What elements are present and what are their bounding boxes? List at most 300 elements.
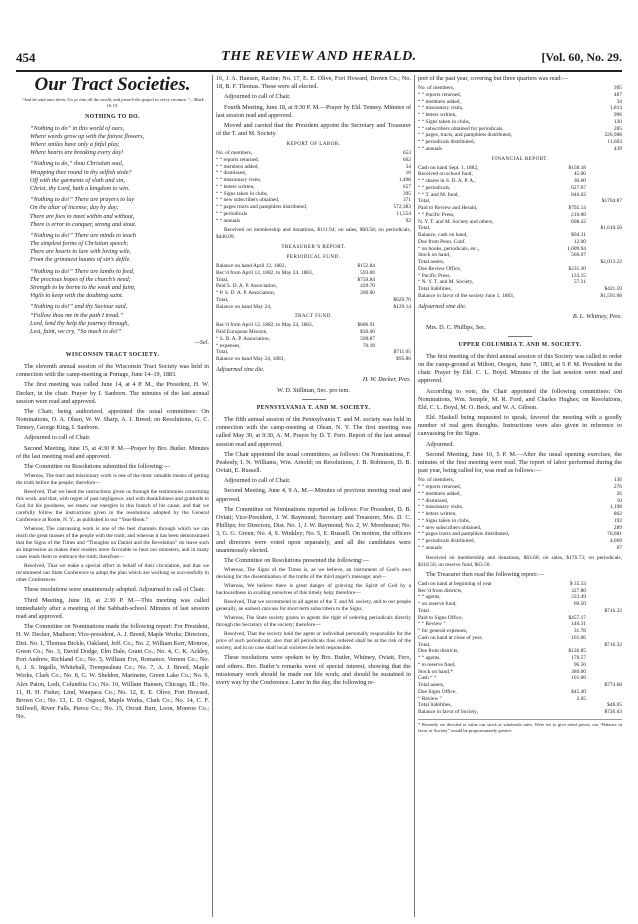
row-label: Total <box>418 607 429 614</box>
table-row <box>216 290 411 297</box>
table-row <box>418 119 622 126</box>
row-value: $ 35.33 <box>569 580 586 587</box>
table-row <box>216 297 411 304</box>
row-value: 12.00 <box>573 238 586 245</box>
row-label: “ Pacific Press, <box>418 272 451 279</box>
row-value <box>375 322 411 329</box>
row-label: “ “ shares in S. D. A. P. A., <box>418 178 476 185</box>
row-value: 136 <box>613 477 622 484</box>
row-value: 200.00 <box>360 290 375 297</box>
row-value: 487 <box>613 91 622 98</box>
row-value: $1,591.68 <box>600 292 622 299</box>
resolution: Whereas, We believe there is great danger of grieving the Spirit of God by a backwardness in availing ourselves of this timely help; therefore— <box>216 583 411 597</box>
column-1 <box>16 75 209 919</box>
row-label: “ “ Signs taken in clubs, <box>418 118 471 125</box>
divider <box>508 336 532 337</box>
row-value: $95.86 <box>396 356 411 363</box>
row-label: Total, <box>216 276 229 283</box>
poem-line: Where hearts are breaking every day! <box>30 149 124 157</box>
row-value <box>586 628 622 635</box>
row-value: $94.31 <box>571 232 586 239</box>
paragraph: Received on membership and donations, $111.94; on sales, $60.58; on periodicals, $446.09. <box>216 227 411 241</box>
divider <box>302 399 326 400</box>
paragraph: The Treasurer then read the following report:— <box>426 570 544 578</box>
table-row <box>418 682 622 689</box>
poem-line: Wrapping thee round in thy selfish stole? <box>30 168 132 176</box>
row-label: “ Review ” <box>418 695 442 702</box>
row-label: “ “ agents, <box>418 655 441 662</box>
row-value: 593.00 <box>360 269 375 276</box>
paragraph: The Committee on Nominations reported as follows: For President, D. B. Oviatt; Vice-President, J. W. Raymond; Secretary and Treasurer, Mrs. D. C. Phillips; for Directors, Dist. No. 1, J. W. Raymond; No. 2, W. Morehouse; No. 3, G. G. Green; No. 4, S. Winkley; No. 5, E. Russell. On motion, the officers and directors were voted upon separately, and all the candidates were unanimously elected. <box>216 505 411 554</box>
row-label: Cash on hand Sept. 1, 1882, <box>418 164 479 171</box>
row-value: $716.32 <box>604 607 622 614</box>
row-label: Rec’d from April 12, 1882, to May 24, 1883, <box>216 322 314 329</box>
poem-stanza <box>30 232 209 265</box>
poem-line: “Nothing to do!” There are lambs to feed, <box>30 267 135 275</box>
table-row <box>418 212 622 219</box>
paragraph: Adjourned to call of Chair. <box>224 93 291 101</box>
row-value: $1,610.56 <box>600 225 622 232</box>
row-value: 1,009.94 <box>567 245 586 252</box>
table-row <box>216 270 411 277</box>
row-label: “ “ periodicals distributed, <box>418 538 475 545</box>
row-label: Due Signs Office, <box>418 688 457 695</box>
paragraph: port of the past year, covering but three quarters was read:— <box>418 75 569 82</box>
row-value: 101.06 <box>571 675 586 682</box>
table-row <box>418 538 622 545</box>
row-value <box>586 581 622 588</box>
row-label: “ “ reports returned, <box>216 156 260 163</box>
row-value: 120 <box>613 118 622 125</box>
table-row <box>216 150 411 157</box>
row-label: Received on school fund, <box>418 171 473 178</box>
row-value <box>554 259 586 266</box>
row-value: $158.18 <box>568 164 586 171</box>
table-row <box>418 192 622 199</box>
tract-fund-heading: TRACT FUND. <box>294 313 333 320</box>
table-row <box>216 329 411 336</box>
row-label: Total, <box>418 225 431 232</box>
row-value <box>586 165 622 172</box>
poem-stanza <box>30 125 209 158</box>
table-row <box>418 588 622 595</box>
row-label: “ “ agents, <box>418 594 441 601</box>
row-label: “ “ periodicals distributed, <box>418 139 475 146</box>
table-row <box>418 655 622 662</box>
table-row <box>418 293 622 300</box>
row-value: 210.00 <box>571 211 586 218</box>
row-value: 30.00 <box>573 178 586 185</box>
row-label: “ “ periodicals, <box>418 184 451 191</box>
table-row <box>418 252 622 259</box>
financial-table <box>418 165 622 300</box>
row-label: “ “ members added, <box>418 490 461 497</box>
row-value: 2.65 <box>576 695 586 702</box>
row-value <box>375 290 411 297</box>
row-label: Balance in favor of Society, <box>418 709 478 716</box>
poem-line: “Nothing to do!” and thy Saviour said, <box>30 303 128 311</box>
row-value <box>548 608 586 615</box>
footnote: * Recently we decided to value our stock at wholesale rates. Were we to give retail prices, our “Balance in favor of Society” would be proportionately greater. <box>418 719 622 734</box>
adjourned-line: Adjourned sine die. <box>216 365 265 373</box>
masthead: THE REVIEW AND HERALD. <box>221 49 417 64</box>
row-label: “ on reserve fund, <box>418 601 457 608</box>
row-label: “ “ pages tracts and pamphlets distributed, <box>216 204 308 211</box>
section-heading-pennsylvania: PENNSYLVANIA T. AND M. SOCIETY. <box>256 405 371 412</box>
paragraph: These resolutions were spoken to by Bro. Butler, Whitney, Oviatt, Fero, and others. Bro. Butler’s remarks were of special interest, showing that the missionary work should be made our life work; and should be sustained in every way by the Conference. Later in the day, the following re- <box>216 654 411 686</box>
row-value: 11,554 <box>396 210 411 217</box>
row-label: “ “ Review ” <box>418 621 446 628</box>
row-label: “ “ letters written, <box>418 511 457 518</box>
row-value: 996 <box>613 112 622 119</box>
labor-table <box>418 477 622 551</box>
row-label: “ “ annuals <box>216 217 240 224</box>
table-row <box>418 198 622 205</box>
row-value: 1,198 <box>609 504 622 511</box>
row-value: 380.00 <box>571 668 586 675</box>
table-row <box>418 286 622 293</box>
row-label: “ to reserve fund, <box>418 661 456 668</box>
table-row <box>418 491 622 498</box>
paragraph: Adjourned to call of Chair. <box>224 477 291 485</box>
row-label: “ “ annuals <box>418 544 442 551</box>
row-value: $606.91 <box>357 322 375 329</box>
row-value: 45.00 <box>573 171 586 178</box>
row-label: Due from districts, <box>418 648 459 655</box>
row-value: 192 <box>613 517 622 524</box>
row-value: $30.00 <box>360 329 375 336</box>
treasurer-report-heading: TREASURER’S REPORT. <box>281 244 346 251</box>
row-label: “ “ subscribers obtained for periodicals, <box>418 125 504 132</box>
paragraph: The first meeting was called June 14, at 4 P. M., the President, H. W. Decker, in the chair. Prayer by I. Sanborn. The minutes of the last annual session were read and approved. <box>16 381 209 405</box>
table-row <box>418 484 622 491</box>
poem-line: “Nothing to do!” There are minds to teach <box>30 231 136 239</box>
labor-table <box>216 150 411 224</box>
row-value: 289 <box>613 524 622 531</box>
periodical-fund-heading: PERIODICAL FUND. <box>286 254 341 261</box>
row-value: 87 <box>616 544 622 551</box>
row-label: “ “ letters written, <box>418 112 457 119</box>
paragraph: Third Meeting, June 18, at 2:30 P. M.—This meeting was called immediately after a meeting of the Sabbath-school. Minutes of last session read and approved. <box>16 596 209 621</box>
row-value <box>346 349 375 356</box>
table-row <box>418 518 622 525</box>
row-value <box>346 356 375 363</box>
poem-line: “Nothing to do,” thou Christian soul, <box>30 160 124 168</box>
row-value: 662 <box>402 156 411 163</box>
row-value: $2,013.22 <box>600 259 622 266</box>
row-value: 653 <box>402 150 411 157</box>
row-value: 57.31 <box>573 279 586 286</box>
row-label: Paid to Signs Office, <box>418 614 463 621</box>
table-row <box>418 219 622 226</box>
row-value <box>346 304 375 311</box>
poem-stanza <box>30 196 209 229</box>
periodical-fund-table <box>216 263 411 310</box>
row-value: $759.84 <box>357 276 375 283</box>
paragraph: Second Meeting, June 10, 5 P. M.—After the usual opening exercises, the minutes of the first meeting were read. The report of labor performed during the past year, being called for, was read as follows:— <box>418 450 622 475</box>
paragraph: The Chair appointed the usual committees, as follows: On Nominations, F. Peabody, I. N. Williams, Wm. Arnold; on Resolutions, J. B. Robinson, D. B. Oviatt, E. Russell. <box>216 450 411 475</box>
row-label: Balance on hand May 24, 1883, <box>216 356 285 363</box>
row-value: $1704.87 <box>601 198 622 205</box>
row-label: “ P. S. D. A. P. Association, <box>216 290 276 297</box>
row-value: 1,408 <box>398 177 411 184</box>
table-row <box>418 601 622 608</box>
row-value <box>586 689 622 696</box>
row-label: Total, <box>418 641 431 648</box>
row-label: Paid S. D. A. P. Association, <box>216 283 278 290</box>
row-value <box>554 286 586 293</box>
row-value: 146.31 <box>571 621 586 628</box>
column-rule <box>212 75 213 917</box>
table-row <box>418 689 622 696</box>
row-label: “ “ missionary visits, <box>418 504 464 511</box>
row-value: 26 <box>616 490 622 497</box>
paragraph: The fifth annual session of the Pennsylvania T. and M. society was held in connection with the camp-meeting at Olean, N. Y. The first meeting was called May 30, at 9:30, A. M. Prayer by D. T. Fero. Report of the last annual session read and approved. <box>216 415 411 448</box>
table-row <box>216 277 411 284</box>
row-label: Stock on hand, <box>418 252 451 259</box>
row-label: Total assets, <box>418 682 445 689</box>
row-value: 4,069 <box>609 538 622 545</box>
row-value <box>375 283 411 290</box>
row-label: “ “ periodicals <box>216 210 248 217</box>
row-value: 566.07 <box>571 252 586 259</box>
row-label: “ for general expenses, <box>418 628 468 635</box>
resolution: Whereas, The Signs of the Times is, as we believe, an instrument of God’s own devising for the dissemination of the truths of the third angel’s message; and— <box>216 567 411 581</box>
row-label: “ “ missionary visits, <box>418 105 464 112</box>
row-value: 429.70 <box>360 283 375 290</box>
paragraph: The first meeting of the third annual session of this Society was called to order on the camp-ground at Milton, Oregon, June 7, 1883, at 5 P. M. President in the chair. Prayer by Eld. C. L. Boyd. Minutes of the last session were read and approved. <box>418 352 622 385</box>
poem-signature: —Sel. <box>194 339 209 347</box>
paragraph: 16, J. A. Hansen, Racine; No. 17, E. E. Olive, Fort Howard, Brown Co.; No. 18, B. F. Thomas. These were all elected. <box>216 75 411 91</box>
row-value: 1,813 <box>609 105 622 112</box>
row-value <box>586 266 622 273</box>
table-row <box>418 232 622 239</box>
row-value: 16 <box>405 170 411 177</box>
row-value: 10 <box>616 497 622 504</box>
paragraph: Second Meeting, June 15, at 4:30 P. M.—Prayer by Bro. Butler. Minutes of the last meeting read and approved. <box>16 444 209 460</box>
row-label: Total, <box>216 349 229 356</box>
row-value: 657 <box>402 183 411 190</box>
department-motto: “And he said unto them, Go ye into all the world, and preach the gospel to every creature.”—Mark 16:15. <box>21 96 204 108</box>
table-row <box>216 157 411 164</box>
treasurer-table <box>418 581 622 716</box>
row-value: 170.57 <box>571 655 586 662</box>
secretary-signature: Mrs. D. C. Phillips, Sec. <box>426 323 487 331</box>
row-value: 31.78 <box>573 628 586 635</box>
row-value <box>346 297 375 304</box>
poem-line: The simplest forms of Christian speech; <box>30 240 129 248</box>
row-label: “ “ members added, <box>418 98 461 105</box>
row-label: Cash “ “ <box>418 675 437 682</box>
financial-report-heading: FINANCIAL REPORT. <box>491 155 549 162</box>
row-label: Balance on hand May 24, <box>216 303 272 310</box>
table-row <box>418 628 622 635</box>
table-row <box>418 648 622 655</box>
row-label: “ “ letters written, <box>216 183 255 190</box>
section-heading-wisconsin: WISCONSIN TRACT SOCIETY. <box>65 352 160 359</box>
row-label: Total, <box>216 296 229 303</box>
row-value <box>548 702 586 709</box>
poem-line: There is error to conquer, strong and stout. <box>30 220 137 228</box>
row-value: 11,603 <box>607 139 622 146</box>
resolution: Resolved, That we recommend to all agents of the T. and M. society, and to our people generally, an earnest canvass for short term subscribers to the Signs. <box>216 599 411 613</box>
row-value <box>586 588 622 595</box>
tract-fund-table <box>216 322 411 363</box>
row-value: 70.18 <box>362 342 375 349</box>
row-value: 395 <box>402 190 411 197</box>
row-value: 276 <box>613 484 622 491</box>
poem-line: On the altar of incense, day by day; <box>30 204 119 212</box>
row-label: Balance in favor of the society June 1, 1883, <box>418 292 515 299</box>
paragraph: Adjourned. <box>426 440 455 448</box>
poem-line: Strength to be borne to the weak and faint, <box>30 284 136 292</box>
row-value: 92 <box>405 217 411 224</box>
paragraph: Moved and carried that the President appoint the Secretary and Treasurer of the T. and M. Society. <box>216 121 411 138</box>
table-row <box>418 709 622 716</box>
row-label: Total assets, <box>418 259 445 266</box>
table-row <box>418 608 622 615</box>
row-label: “ “ pages, tracts, and pamphlets distributed, <box>418 132 512 139</box>
row-label: Due Review Office, <box>418 265 462 272</box>
row-value: 305 <box>613 85 622 92</box>
row-value: 34 <box>616 98 622 105</box>
row-value <box>554 293 586 300</box>
row-label: Paid European Mission, <box>216 329 268 336</box>
row-label: Rec’d from April 12, 1882, to May 24, 1883, <box>216 269 314 276</box>
row-value <box>586 171 622 178</box>
row-value: 846.62 <box>571 191 586 198</box>
table-row <box>216 336 411 343</box>
table-row <box>216 177 411 184</box>
row-value <box>586 205 622 212</box>
row-label: Total liabilities, <box>418 286 452 293</box>
row-value <box>586 273 622 280</box>
column-rule <box>414 75 415 917</box>
table-row <box>418 246 622 253</box>
row-value <box>586 621 622 628</box>
row-value: 327.80 <box>571 587 586 594</box>
paragraph: The Committee on Resolutions submitted the following:— <box>24 463 170 471</box>
row-value <box>586 669 622 676</box>
row-value: $45.40 <box>571 688 586 695</box>
row-value <box>375 263 411 270</box>
row-label: No. of members, <box>418 85 455 92</box>
row-value <box>375 270 411 277</box>
row-value <box>586 615 622 622</box>
row-value: $129.14 <box>393 303 411 310</box>
poem-line: Lord, lend thy help the journey through, <box>30 319 129 327</box>
row-value: 590.87 <box>360 335 375 342</box>
president-signature: B. L. Whitney, Pres. <box>572 312 622 320</box>
row-label: “ “ Signs taken in clubs, <box>418 517 471 524</box>
row-label: Stock on hand,* <box>418 668 453 675</box>
poem-line: “Follow thou me in the path I tread.” <box>30 311 124 319</box>
paragraph: According to vote, the Chair appointed the following committees: On Nominations, Wm. Semple, M. R. Ford, and Charles Hughes; on Resolutions, Eld. C. L. Boyd, M. O. Beck, and W. A. Gibson. <box>418 387 622 411</box>
paragraph: Adjourned to call of Chair. <box>24 434 91 442</box>
row-label: No. of members, <box>216 150 253 157</box>
row-label: “ “ reports returned, <box>418 484 462 491</box>
table-row <box>418 205 622 212</box>
table-row <box>418 146 622 153</box>
paragraph: Second Meeting, June 4, 9 A. M.—Minutes of previous meeting read and approved. <box>216 487 411 503</box>
row-value: 101.06 <box>571 634 586 641</box>
table-row <box>216 211 411 218</box>
row-label: “ “ new subscribers obtained, <box>418 524 482 531</box>
president-signature: H. W. Decker, Pres. <box>362 375 411 383</box>
row-value: $152.84 <box>357 263 375 270</box>
row-value: 608.42 <box>571 218 586 225</box>
row-value: 627.07 <box>571 184 586 191</box>
paragraph: Fourth Meeting, June 18, at 9:30 P. M.—Prayer by Eld. Tenney. Minutes of last session read and approved. <box>216 103 411 119</box>
row-value: 96.50 <box>573 661 586 668</box>
row-value <box>375 277 411 284</box>
row-value: $792.14 <box>568 205 586 212</box>
paragraph: The Committee on Resolutions presented the following:— <box>224 556 370 564</box>
table-row <box>418 581 622 588</box>
table-row <box>418 662 622 669</box>
table-row <box>418 545 622 552</box>
row-value: $629.70 <box>393 296 411 303</box>
row-label: Due from Penn. Conf. <box>418 238 466 245</box>
resolution: Resolved, That we make a special effort in behalf of their circulation, and that we recommend our State Conference to adopt the plan which are working so successfully in other Conferences. <box>16 563 209 584</box>
table-row <box>216 184 411 191</box>
row-label: “ “ dismissed, <box>216 170 247 177</box>
row-label: Balance, cash on hand, <box>418 232 468 239</box>
poem-line: The precious hopes of the church’s need; <box>30 275 131 283</box>
row-value <box>375 336 411 343</box>
table-row <box>418 669 622 676</box>
table-row <box>418 511 622 518</box>
paragraph: Received on membership and donations, $63.60; on sales, $176.73; on periodicals, $318.56; on reserve fund, $63.50. <box>418 554 622 568</box>
poem-line: Vigils to keep with the doubting saint. <box>30 292 124 300</box>
row-label: “ S. D. A. P. Association, <box>216 335 270 342</box>
paragraph: The Committee on Nominations made the following report: For President, H. W. Decker, Madison; Vice-president, A. J. Breed, Maple Works; Directors, Dist. No. 1, Thomas Bickle, Oakland, Jeff. Co.; No. 2, William Kerr, Monroe, Green Co.; No. 3, David Dodge, Elm Dale, Grant Co.; No. 4, C. K. Ackley, Port Andrew, Richland Co.; No. 5, William Fox, Romance, Vernon Co.; No. 6, J. S. Ingalls, Whitehall, Trempealeau Co.; No. 7, A. J. Breed, Maple Works, Clark Co.; No. 8, G. W. Sheldon, Marinette, Green Lake Co.; No. 9, Alex Paton, Lodi, Columbia Co.; No. 10, William Hansen, Chicago, Ill.; No. 11, H. H. Fisher, Lind, Waupaca Co.; No. 12, E. E. Olive, Fort Howard, Brown Co.; No. 13, L. D. Osgood, Maple Works, Clark Co.; No. 14, C. F. Stillwell, River Falls, Pierce Co.; No. 15, Orcutt Burr, Loon, Monroe Co.; No. <box>16 623 209 721</box>
row-value: 226,908 <box>604 132 622 139</box>
row-label: “ “ missionary visits, <box>216 177 262 184</box>
row-label: No. of members, <box>418 477 455 484</box>
table-row <box>418 675 622 682</box>
poem-line: From the grimmest haunts of sin’s defile. <box>30 256 131 264</box>
table-row <box>216 218 411 225</box>
paragraph: The Chair, being authorized, appointed the usual committees: On Nominations, O. A. Olsen, W. W. Sharp, A. J. Breed; on Resolutions, G. C. Tenney, George King, I. Sanborn. <box>16 407 209 432</box>
row-value: $421.59 <box>604 286 622 293</box>
paragraph: The eleventh annual session of the Wisconsin Tract Society was held in connection with the camp-meeting at Portage, June 14–19, 1883. <box>16 362 209 379</box>
table-row <box>418 266 622 273</box>
table-row <box>418 259 622 266</box>
row-label: “ “ Pacific Press, <box>418 211 455 218</box>
row-label: “ “ reports returned, <box>418 91 462 98</box>
row-label: Total liabilities, <box>418 702 452 709</box>
row-value: $126.85 <box>568 648 586 655</box>
table-row <box>216 204 411 211</box>
row-value <box>586 185 622 192</box>
row-value <box>586 239 622 246</box>
poem-line: Off with the garments of sloth and sin, <box>30 176 125 184</box>
row-value <box>586 648 622 655</box>
table-row <box>418 85 622 92</box>
table-row <box>418 92 622 99</box>
row-label: “ expenses, <box>216 342 241 349</box>
row-label: “ “ new subscribers obtained, <box>216 197 280 204</box>
row-label: Cash on hand at beginning of year <box>418 580 492 587</box>
poem-stanza <box>30 160 209 193</box>
row-label: “ “ annuals <box>418 145 442 152</box>
row-label: Paid to Review and Herald, <box>418 205 478 212</box>
volume-info: [Vol. 60, No. 29. <box>541 50 622 64</box>
row-value <box>586 212 622 219</box>
poem-line: There are foes to meet within and without, <box>30 212 135 220</box>
row-value: $726.63 <box>604 709 622 716</box>
